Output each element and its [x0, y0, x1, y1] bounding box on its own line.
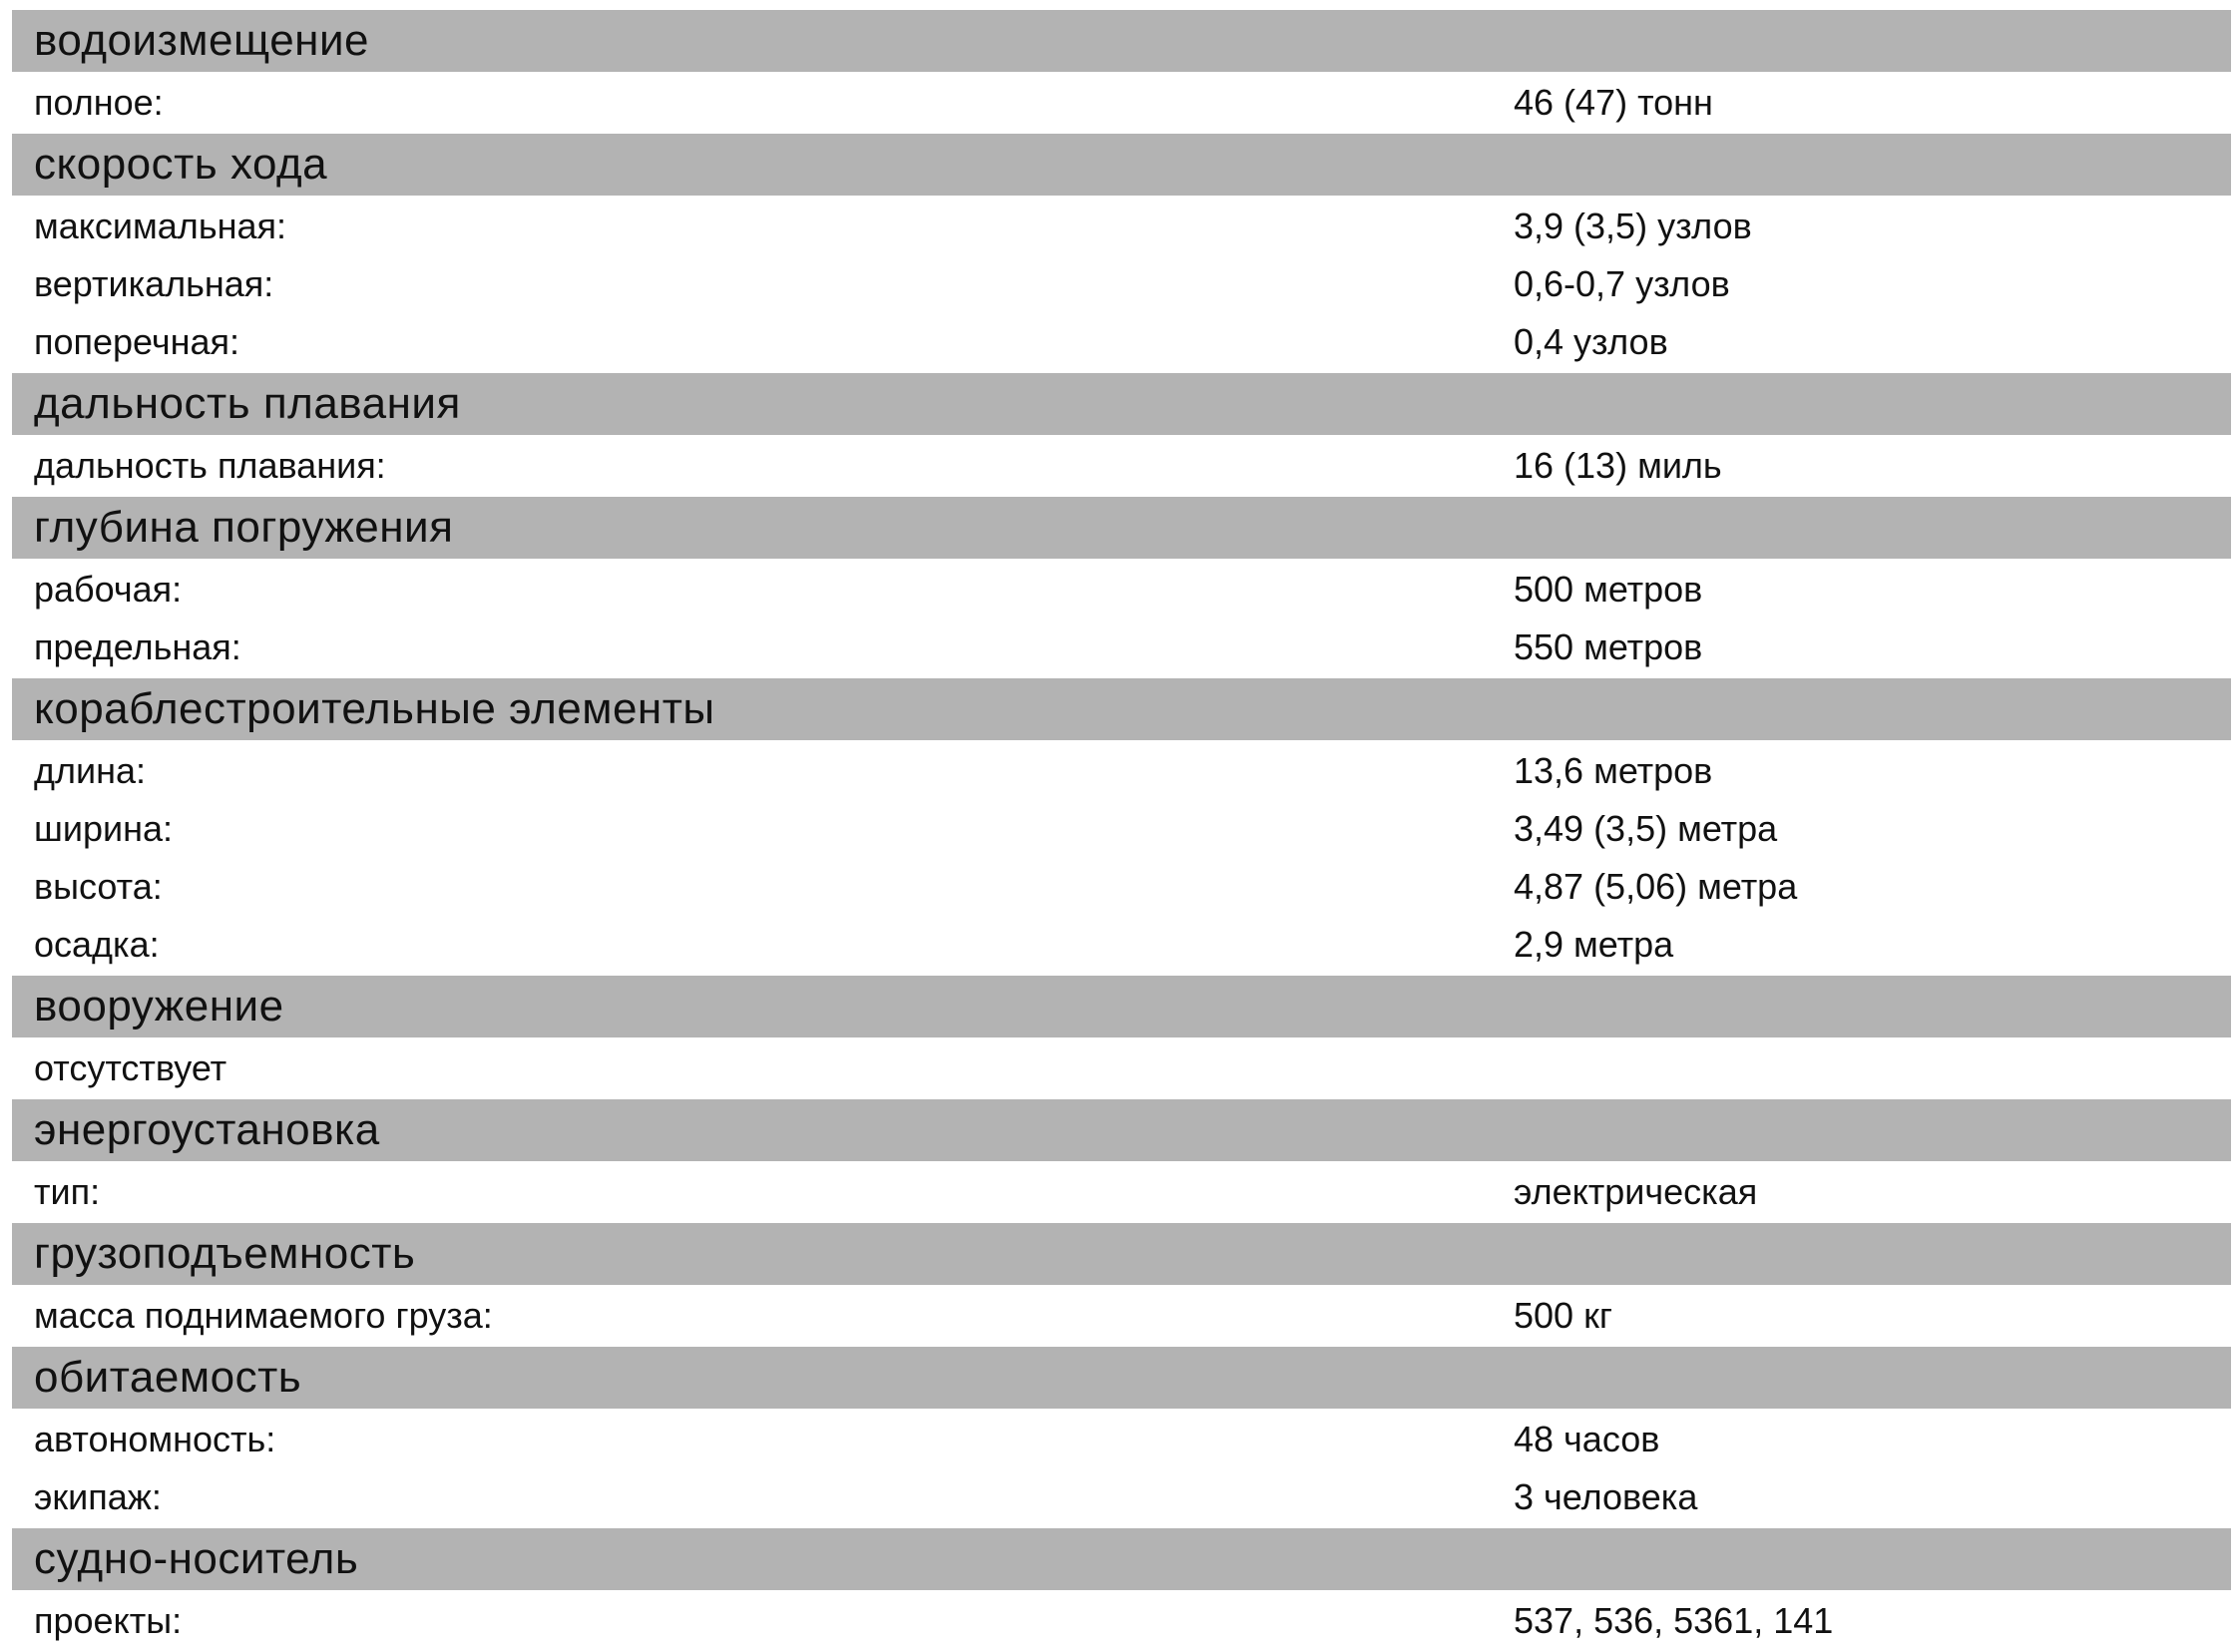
spec-row	[12, 198, 2231, 255]
section-header: скорость хода	[12, 134, 2231, 196]
section-dimensions	[12, 678, 2231, 976]
spec-row	[12, 1411, 2231, 1468]
spec-label: автономность:	[34, 1419, 276, 1459]
spec-row	[12, 858, 2231, 916]
spec-label: осадка:	[34, 924, 160, 965]
spec-label: длина:	[34, 750, 147, 791]
spec-label: тип:	[34, 1171, 101, 1212]
spec-row	[12, 1468, 2231, 1526]
section-carrier-ship	[12, 1528, 2231, 1652]
spec-row	[12, 1287, 2231, 1345]
spec-label: вертикальная:	[34, 263, 274, 304]
section-habitability	[12, 1347, 2231, 1528]
spec-row	[12, 255, 2231, 313]
section-range	[12, 373, 2231, 497]
section-speed	[12, 134, 2231, 373]
section-depth	[12, 497, 2231, 678]
section-header: кораблестроительные элементы	[12, 678, 2231, 740]
spec-value: 500 метров	[1514, 569, 1703, 610]
spec-value: 3 человека	[1514, 1476, 1698, 1517]
spec-value: 537, 536, 5361, 141	[1514, 1600, 1834, 1641]
spec-row	[12, 1163, 2231, 1221]
section-armament	[12, 976, 2231, 1099]
section-header: энергоустановка	[12, 1099, 2231, 1161]
section-power-plant	[12, 1099, 2231, 1223]
spec-row	[12, 800, 2231, 858]
spec-label: максимальная:	[34, 206, 286, 246]
spec-label: масса поднимаемого груза:	[34, 1295, 493, 1336]
section-header: обитаемость	[12, 1347, 2231, 1409]
spec-value: 16 (13) миль	[1514, 445, 1722, 486]
spec-label: полное:	[34, 82, 164, 123]
spec-row	[12, 561, 2231, 619]
spec-value: 4,87 (5,06) метра	[1514, 866, 1798, 907]
section-header: грузоподъемность	[12, 1223, 2231, 1285]
spec-row	[12, 1592, 2231, 1650]
spec-label: проекты:	[34, 1600, 183, 1641]
section-payload	[12, 1223, 2231, 1347]
spec-row	[12, 74, 2231, 132]
spec-label: дальность плавания:	[34, 445, 386, 486]
spec-label: предельная:	[34, 626, 241, 667]
spec-label: рабочая:	[34, 569, 183, 610]
section-displacement	[12, 10, 2231, 134]
spec-value: 0,6-0,7 узлов	[1514, 263, 1730, 304]
spec-row	[12, 619, 2231, 676]
spec-value: 2,9 метра	[1514, 924, 1674, 965]
spec-value: электрическая	[1514, 1171, 1758, 1212]
spec-label: высота:	[34, 866, 163, 907]
section-header: вооружение	[12, 976, 2231, 1037]
spec-label: экипаж:	[34, 1476, 162, 1517]
spec-value: 46 (47) тонн	[1514, 82, 1713, 123]
spec-row	[12, 916, 2231, 974]
spec-row	[12, 742, 2231, 800]
spec-value: 13,6 метров	[1514, 750, 1713, 791]
section-header: дальность плавания	[12, 373, 2231, 435]
spec-value: 0,4 узлов	[1514, 321, 1668, 362]
spec-value: 48 часов	[1514, 1419, 1660, 1459]
spec-label: ширина:	[34, 808, 174, 849]
spec-label: поперечная:	[34, 321, 240, 362]
spec-value: 500 кг	[1514, 1295, 1612, 1336]
section-header: водоизмещение	[12, 10, 2231, 72]
spec-row	[12, 313, 2231, 371]
section-header: глубина погружения	[12, 497, 2231, 559]
spec-row	[12, 437, 2231, 495]
spec-table	[12, 10, 2231, 1652]
section-header: судно-носитель	[12, 1528, 2231, 1590]
spec-value: 3,49 (3,5) метра	[1514, 808, 1778, 849]
spec-label: отсутствует	[34, 1047, 227, 1088]
spec-value: 3,9 (3,5) узлов	[1514, 206, 1752, 246]
spec-row	[12, 1039, 2231, 1097]
spec-value: 550 метров	[1514, 626, 1703, 667]
